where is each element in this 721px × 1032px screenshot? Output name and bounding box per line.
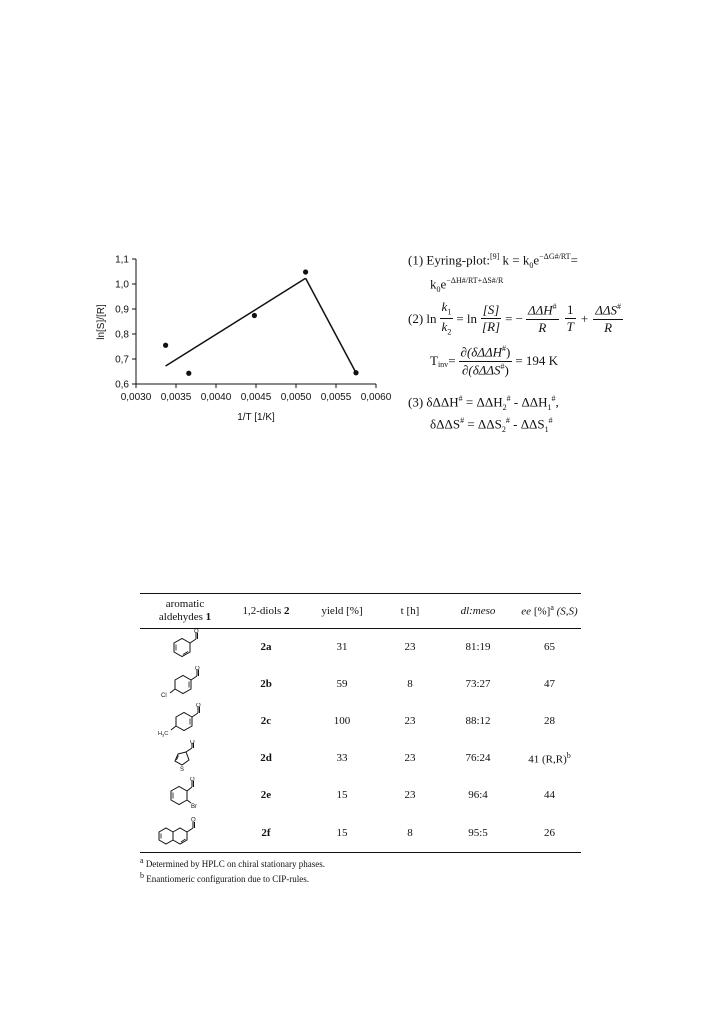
table-row (140, 814, 581, 852)
4-chlorobenzaldehyde-structure-icon (155, 666, 215, 700)
yield-value: 31 (336, 641, 348, 653)
svg-text:H3C: $H_3C$ (158, 730, 169, 737)
equation-2: (2) ln $\frac{k_1}{k_2}$ = ln $\frac{[S]}{[R]}$ = − $\frac{\Delta\Delta H^{\#}}{R}$ $\frac{1}{T}$ + $\frac{\Delta\Delta S^{\#}}{R}$ (408, 299, 621, 337)
svg-text:O: O (196, 702, 201, 709)
dlmeso-value: 88:12 (465, 715, 491, 727)
dlmeso-value: 81:19 (465, 641, 491, 653)
footnote: $^b$ Enantiomeric configuration due to CIP-rules. (140, 870, 309, 884)
eyring-plot-chart (0, 0, 721, 440)
y-tick-label: 1,1 (115, 254, 129, 266)
data-point (186, 371, 191, 376)
data-point (252, 313, 257, 318)
data-point (163, 343, 168, 348)
equation-1-line2: $k_0e^{-\Delta H\#/RT+\Delta S\#/R}$ (430, 276, 504, 294)
equation-3-line2: $\delta\Delta\Delta S^{\#} = \Delta\Delta S_2^{\#} - \Delta\Delta S_1^{\#}$ (430, 416, 553, 434)
x-tick-label: 0,0050 (280, 392, 312, 403)
col-header-yield: yield [%] (321, 604, 363, 617)
dlmeso-value: 96:4 (468, 789, 488, 801)
time-value: 8 (407, 826, 413, 839)
y-tick-label: 0,6 (115, 379, 129, 391)
diol-label: 2e (260, 789, 272, 801)
diol-label: 2c (260, 715, 272, 727)
structure-4-methylbenzaldehyde (140, 703, 230, 740)
x-tick-label: 0,0040 (200, 392, 232, 403)
yield-value: 15 (336, 789, 348, 801)
svg-text:O: O (194, 628, 199, 635)
2-naphthaldehyde-structure-icon (147, 814, 223, 848)
dlmeso-value: 76:24 (465, 752, 491, 764)
chart-axes (136, 259, 376, 384)
x-tick-label: 0,0060 (360, 392, 392, 403)
table-row (140, 703, 581, 740)
thiophene-carbaldehyde-structure-icon (160, 740, 210, 774)
inverse-temperature-fraction: $\frac{1}{T}$ (566, 302, 574, 335)
data-point (303, 269, 308, 274)
diol-label: 2d (260, 752, 272, 764)
ee-value: 65 (544, 641, 555, 653)
fit-line (306, 278, 356, 373)
tinv-fraction: $\frac{\partial(\delta\Delta\Delta H^{\#})}{\partial(\delta\Delta\Delta S^{\#})}$ (460, 344, 511, 377)
table-row (140, 740, 581, 777)
y-axis-label: ln[S]/[R] (96, 304, 107, 340)
svg-text:S: S (180, 766, 185, 773)
svg-text:O: O (190, 776, 195, 783)
yield-value: 59 (336, 678, 348, 690)
structure-benzaldehyde (140, 629, 230, 666)
equation-3: (3) $\delta\Delta\Delta H^{\#} = \Delta\Delta H_2^{\#} - \Delta\Delta H_1^{\#}$, (408, 394, 559, 412)
diol-label: 2a (260, 641, 272, 653)
y-tick-label: 0,8 (115, 329, 129, 341)
tinv-equation: T $_{inv}$ = $\frac{\partial(\delta\Delta\Delta H^{\#})}{\partial(\delta\Delta\Delta S^{\#})}$ = 194 K (430, 344, 559, 377)
svg-text:O: O (195, 665, 200, 672)
ee-value: 41 $(R,R)^b$ (528, 750, 571, 766)
equation-1: (1) Eyring-plot:[9] $k = k_0e^{-\Delta G\#/RT}=$ (408, 252, 578, 270)
time-value: 8 (407, 678, 413, 690)
col-header-time: t [h] (400, 604, 420, 617)
concentration-ratio-fraction: $\frac{[S]}{[R]}$ (482, 302, 501, 335)
structure-4-chlorobenzaldehyde (140, 666, 230, 703)
time-value: 23 (404, 715, 416, 727)
structure-thiophene-carbaldehyde (140, 740, 230, 777)
benzaldehyde-structure-icon (160, 629, 210, 663)
x-tick-label: 0,0035 (160, 392, 192, 403)
diol-label: 2f (261, 826, 271, 839)
chart-ticks (115, 255, 392, 404)
yield-value: 100 (333, 715, 351, 727)
x-tick-label: 0,0030 (120, 392, 152, 403)
chart-fit-lines (166, 278, 356, 373)
fit-line (166, 278, 306, 366)
x-axis-label: 1/T [1/K] (237, 412, 275, 423)
diol-label: 2b (260, 678, 272, 690)
col-header-aldehydes: aromatic aldehydes 1 (158, 597, 212, 623)
y-tick-label: 0,9 (115, 304, 129, 316)
results-table (140, 594, 581, 852)
time-value: 23 (404, 641, 416, 653)
ee-value: 26 (544, 826, 555, 839)
y-tick-label: 1,0 (115, 279, 129, 291)
yield-value: 33 (336, 752, 348, 764)
ee-value: 47 (544, 678, 555, 690)
table-row (140, 777, 581, 814)
table-row (140, 629, 581, 666)
yield-value: 15 (336, 826, 348, 839)
svg-text:O: O (191, 817, 196, 824)
table-footnotes (140, 853, 581, 885)
results-table-wrapper (140, 593, 581, 885)
k-ratio-fraction: $\frac{k_1}{k_2}$ (441, 299, 452, 337)
ee-value: 28 (544, 715, 555, 727)
structure-2-naphthaldehyde (140, 814, 230, 852)
x-tick-label: 0,0045 (240, 392, 272, 403)
time-value: 23 (404, 789, 416, 801)
col-header-diols: 1,2-diols 2 (242, 604, 290, 617)
enthalpy-fraction: $\frac{\Delta\Delta H^{\#}}{R}$ (528, 301, 557, 335)
dlmeso-value: 73:27 (465, 678, 491, 690)
time-value: 23 (404, 752, 416, 764)
2-bromobenzaldehyde-structure-icon (157, 777, 213, 811)
structure-2-bromobenzaldehyde (140, 777, 230, 814)
col-header-dlmeso: dl:meso (460, 604, 496, 617)
entropy-fraction: $\frac{\Delta\Delta S^{\#}}{R}$ (595, 301, 621, 335)
data-point (353, 370, 358, 375)
footnote: $^a$ Determined by HPLC on chiral stationary phases. (140, 855, 326, 869)
y-tick-label: 0,7 (115, 354, 129, 366)
table-row (140, 666, 581, 703)
ee-value: 44 (544, 789, 555, 801)
4-methylbenzaldehyde-structure-icon (154, 703, 216, 737)
svg-text:O: O (190, 739, 195, 745)
svg-text:Br: Br (191, 803, 197, 810)
x-tick-label: 0,0055 (320, 392, 352, 403)
col-header-ee: ee [%]$^a$ (S,S) (521, 603, 578, 619)
dlmeso-value: 95:5 (468, 826, 488, 839)
svg-text:Cl: Cl (161, 692, 167, 699)
